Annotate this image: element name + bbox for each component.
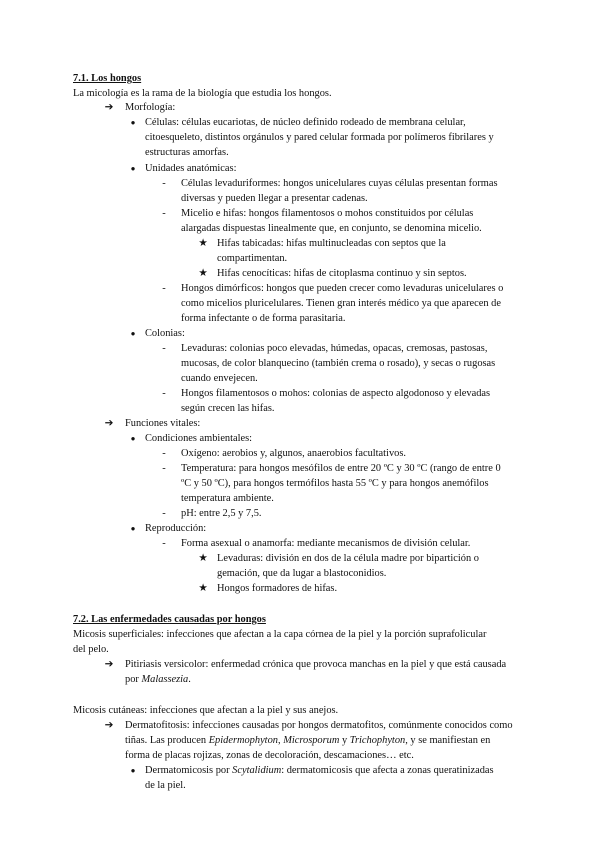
reproduccion-label: Reproducción: bbox=[145, 523, 207, 534]
levaduras-repro-line-2: gemación, que da lugar a blastoconidios. bbox=[217, 568, 387, 579]
pitiriasis-line-1: Pitiriasis versicolor: enfermedad crónica que provoca manchas en la piel y que está causada bbox=[125, 659, 507, 670]
levaduras-line-3: cuando envejecen. bbox=[181, 373, 258, 384]
dash-bullet-icon: - bbox=[162, 388, 166, 399]
arrow-bullet-icon: ➔ bbox=[104, 659, 114, 670]
dimorficos-line-2: como micelios pluricelulares. Tienen gran interés médico ya que aparecen de bbox=[181, 298, 501, 309]
star-bullet-icon: ★ bbox=[198, 553, 208, 564]
dash-bullet-icon: - bbox=[162, 448, 166, 459]
cenociticas-line: Hifas cenocíticas: hifas de citoplasma continuo y sin septos. bbox=[217, 268, 467, 279]
unidades-label: Unidades anatómicas: bbox=[145, 163, 237, 174]
section-title-2: 7.2. Las enfermedades causadas por hongos bbox=[73, 614, 266, 625]
star-bullet-icon: ★ bbox=[198, 238, 208, 249]
dermatomicosis-line-2: de la piel. bbox=[145, 780, 186, 791]
arrow-bullet-icon: ➔ bbox=[104, 720, 114, 731]
dash-bullet-icon: - bbox=[162, 508, 166, 519]
oxigeno-line: Oxígeno: aerobios y, algunos, anaerobios facultativos. bbox=[181, 448, 406, 459]
dimorficos-line-1: Hongos dimórficos: hongos que pueden crecer como levaduras unicelulares o bbox=[181, 283, 504, 294]
dot-bullet-icon: ● bbox=[130, 524, 136, 533]
dash-bullet-icon: - bbox=[162, 343, 166, 354]
levaduriformes-line-2: diversas y pueden llegar a presentar cadenas. bbox=[181, 193, 368, 204]
pitiriasis-line-2: por Malassezia. bbox=[125, 674, 191, 685]
dimorficos-line-3: forma infectante o de forma parasitaria. bbox=[181, 313, 346, 324]
superficiales-line-1: Micosis superficiales: infecciones que afectan a la capa córnea de la piel y la porción suprafolicular bbox=[73, 629, 487, 640]
star-bullet-icon: ★ bbox=[198, 583, 208, 594]
filamentosos-line-2: según crecen las hifas. bbox=[181, 403, 275, 414]
cutaneas-line: Micosis cutáneas: infecciones que afectan a la piel y sus anejos. bbox=[73, 705, 339, 716]
celulas-line-2: citoesqueleto, distintos orgánulos y pared celular formada por polímeros fibrilares y bbox=[145, 132, 494, 143]
dermatofitosis-line-1: Dermatofitosis: infecciones causadas por hongos dermatofitos, comúnmente conocidos como bbox=[125, 720, 513, 731]
dot-bullet-icon: ● bbox=[130, 164, 136, 173]
genus-scytalidium: Scytalidium bbox=[232, 765, 282, 776]
dot-bullet-icon: ● bbox=[130, 329, 136, 338]
micelio-line-1: Micelio e hifas: hongos filamentosos o mohos constituidos por células bbox=[181, 208, 474, 219]
list-item-funciones: Funciones vitales: bbox=[125, 418, 201, 429]
dot-bullet-icon: ● bbox=[130, 766, 136, 775]
levaduriformes-line-1: Células levaduriformes: hongos unicelulares cuyas células presentan formas bbox=[181, 178, 498, 189]
temperatura-line-3: temperatura ambiente. bbox=[181, 493, 274, 504]
section-title-1: 7.1. Los hongos bbox=[73, 73, 142, 84]
list-item-morfologia: Morfología: bbox=[125, 102, 176, 113]
dash-bullet-icon: - bbox=[162, 208, 166, 219]
dermatomicosis-line-1: Dermatomicosis por Scytalidium: dermatomicosis que afecta a zonas queratinizadas bbox=[145, 765, 494, 776]
formadores-line: Hongos formadores de hifas. bbox=[217, 583, 338, 594]
ph-line: pH: entre 2,5 y 7,5. bbox=[181, 508, 262, 519]
celulas-line-1: Células: células eucariotas, de núcleo definido rodeado de membrana celular, bbox=[145, 117, 466, 128]
colonias-label: Colonias: bbox=[145, 328, 185, 339]
arrow-bullet-icon: ➔ bbox=[104, 102, 114, 113]
dash-bullet-icon: - bbox=[162, 178, 166, 189]
intro-text: La micología es la rama de la biología que estudia los hongos. bbox=[73, 88, 332, 99]
dash-bullet-icon: - bbox=[162, 538, 166, 549]
levaduras-line-1: Levaduras: colonias poco elevadas, húmedas, opacas, cremosas, pastosas, bbox=[181, 343, 488, 354]
genus-malassezia: Malassezia bbox=[141, 674, 189, 685]
tabicadas-line-1: Hifas tabicadas: hifas multinucleadas con septos que la bbox=[217, 238, 446, 249]
dash-bullet-icon: - bbox=[162, 463, 166, 474]
dermatofitosis-line-2: tiñas. Las producen Epidermophyton, Microsporum y Trichophyton, y se manifiestan en bbox=[125, 735, 491, 746]
levaduras-repro-line-1: Levaduras: división en dos de la célula madre por bipartición o bbox=[217, 553, 479, 564]
arrow-bullet-icon: ➔ bbox=[104, 418, 114, 429]
superficiales-line-2: del pelo. bbox=[73, 644, 109, 655]
asexual-line: Forma asexual o anamorfa: mediante mecanismos de división celular. bbox=[181, 538, 471, 549]
filamentosos-line-1: Hongos filamentosos o mohos: colonias de aspecto algodonoso y elevadas bbox=[181, 388, 491, 399]
genus-trichophyton: Trichophyton bbox=[349, 735, 406, 746]
levaduras-line-2: mucosas, de color blanquecino (también crema o rosado), y secas o rugosas bbox=[181, 358, 496, 369]
dot-bullet-icon: ● bbox=[130, 118, 136, 127]
genus-epidermophyton: Epidermophyton bbox=[208, 735, 278, 746]
dermatofitosis-line-3: forma de placas rojizas, zonas de decoloración, descamaciones… etc. bbox=[125, 750, 414, 761]
genus-microsporum: Microsporum bbox=[283, 735, 340, 746]
temperatura-line-1: Temperatura: para hongos mesófilos de entre 20 ºC y 30 ºC (rango de entre 0 bbox=[181, 463, 501, 474]
dash-bullet-icon: - bbox=[162, 283, 166, 294]
celulas-line-3: estructuras amorfas. bbox=[145, 147, 229, 158]
condiciones-label: Condiciones ambientales: bbox=[145, 433, 253, 444]
star-bullet-icon: ★ bbox=[198, 268, 208, 279]
dot-bullet-icon: ● bbox=[130, 434, 136, 443]
micelio-line-2: alargadas dispuestas linealmente que, en conjunto, se denomina micelio. bbox=[181, 223, 482, 234]
tabicadas-line-2: compartimentan. bbox=[217, 253, 288, 264]
temperatura-line-2: ºC y 50 ºC), para hongos termófilos hasta 55 ºC y para hongos anemófilos bbox=[181, 478, 489, 489]
